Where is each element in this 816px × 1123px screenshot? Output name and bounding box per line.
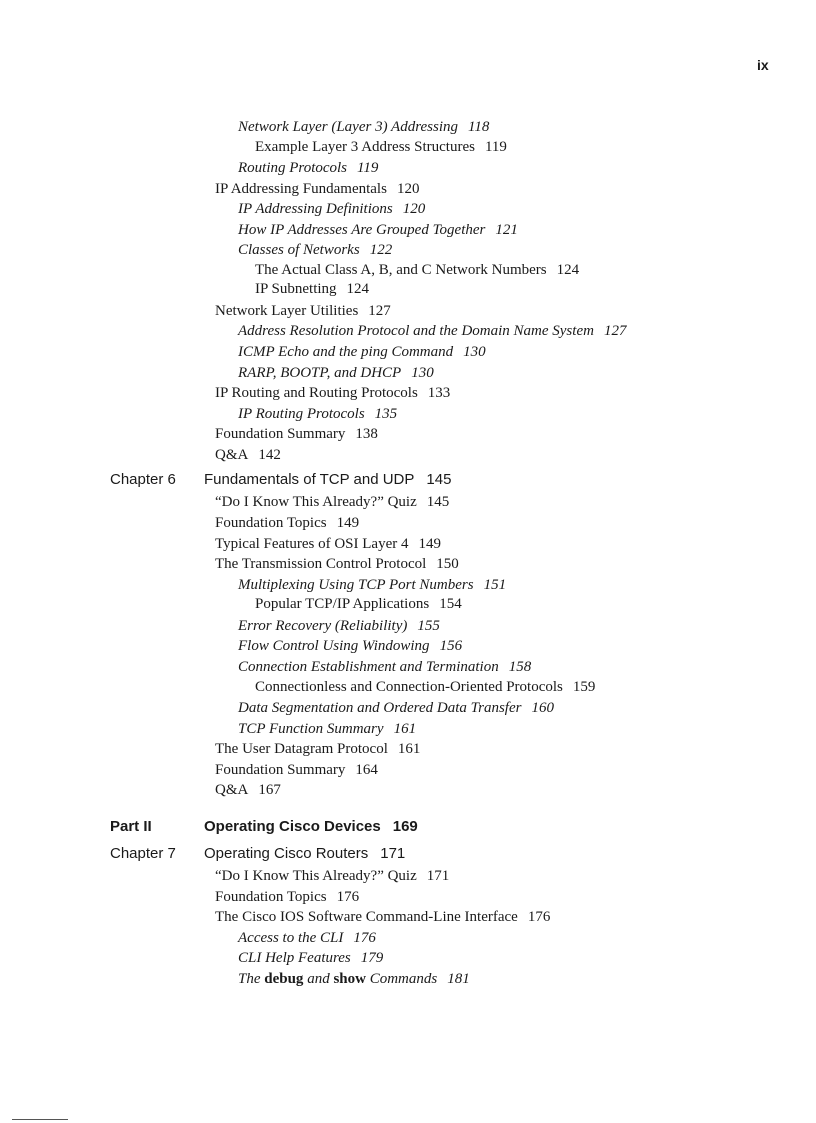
toc-entry: [0, 301, 816, 322]
toc-title-word: and: [307, 970, 330, 987]
toc-entry-page: 161: [397, 741, 421, 758]
toc-entry-title: IP Addressing Definitions: [238, 201, 393, 218]
toc-entry-title: “Do I Know This Already?” Quiz: [215, 867, 417, 884]
toc-chapter-7: [0, 842, 816, 866]
toc-command-show: show: [333, 970, 366, 987]
toc-entry-page: 176: [527, 909, 551, 926]
toc-entry: [0, 363, 816, 384]
toc-entry: [0, 138, 816, 157]
toc-entry-title: Q&A: [215, 782, 249, 799]
chapter-title: [204, 842, 405, 866]
toc-entry: [0, 554, 816, 575]
toc-entry: [0, 383, 816, 404]
toc-entry: [0, 261, 816, 280]
toc-entry-title: Multiplexing Using TCP Port Numbers: [238, 576, 474, 593]
toc-entry-page: 145: [426, 494, 450, 511]
toc-entry-page: 121: [495, 221, 518, 238]
toc-entry-page: 120: [402, 201, 426, 218]
toc-entry-page: 176: [336, 888, 360, 905]
toc-entry-page: 133: [427, 385, 451, 402]
toc-command-debug: debug: [264, 970, 304, 987]
toc-entry: [0, 657, 816, 678]
toc-entry-page: 151: [483, 576, 507, 593]
toc-entry-page: 150: [436, 556, 459, 573]
toc-entry-title: Typical Features of OSI Layer 4: [215, 535, 409, 552]
toc-entry: [0, 220, 816, 241]
toc-entry-page: 167: [258, 782, 281, 799]
toc-entry: [0, 179, 816, 200]
toc-entry-title: ICMP Echo and the ping Command: [238, 343, 454, 360]
toc-entry: [0, 866, 816, 887]
toc-entry-page: 156: [439, 638, 463, 655]
part-label: Part II: [110, 817, 152, 835]
toc-entry-title: Network Layer Utilities: [215, 302, 359, 319]
table-of-contents: [0, 117, 816, 990]
toc-entry-title: The Transmission Control Protocol: [215, 556, 427, 573]
chapter-page: 145: [426, 471, 452, 489]
toc-entry-page: 130: [411, 364, 434, 381]
toc-entry: [0, 595, 816, 614]
toc-entry: [0, 780, 816, 801]
toc-entry-title: Access to the CLI: [238, 929, 344, 946]
toc-entry-title: Routing Protocols: [238, 159, 348, 176]
toc-entry: [0, 240, 816, 261]
toc-entry-title: The User Datagram Protocol: [215, 741, 388, 758]
toc-entry-title: Foundation Topics: [215, 888, 327, 905]
toc-entry: [0, 117, 816, 138]
toc-entry-page: 181: [447, 970, 470, 987]
toc-entry-page: 119: [484, 138, 507, 155]
toc-entry-title: IP Addressing Fundamentals: [215, 180, 387, 197]
toc-entry-page: 118: [467, 119, 490, 135]
part-page: 169: [392, 817, 418, 835]
toc-entry-title: The Actual Class A, B, and C Network Numbers: [255, 261, 547, 278]
toc-entry-page: 149: [336, 515, 360, 532]
chapter-title: [204, 468, 451, 492]
toc-entry-title: CLI Help Features: [238, 950, 351, 967]
toc-entry: [0, 513, 816, 534]
toc-entry: [0, 424, 816, 445]
toc-entry-page: 127: [603, 323, 627, 340]
toc-entry-title: Foundation Summary: [215, 761, 346, 778]
toc-entry-page: 171: [426, 867, 450, 884]
toc-part-2: [0, 815, 816, 839]
toc-entry: [0, 199, 816, 220]
toc-entry-page: 119: [357, 159, 379, 176]
toc-entry: [0, 534, 816, 555]
toc-entry: [0, 342, 816, 363]
toc-entry-page: 135: [374, 405, 398, 422]
toc-entry-title: How IP Addresses Are Grouped Together: [238, 221, 486, 238]
toc-entry-page: 124: [346, 281, 370, 298]
toc-entry-page: 142: [258, 446, 281, 463]
toc-entry-title: RARP, BOOTP, and DHCP: [238, 364, 402, 381]
toc-entry: [0, 616, 816, 637]
toc-entry-title: IP Routing Protocols: [238, 405, 365, 422]
toc-entry-title: The Cisco IOS Software Command-Line Interface: [215, 909, 518, 926]
toc-entry-page: 154: [439, 596, 462, 613]
footer-rule: [12, 1119, 68, 1120]
part-title-text: Operating Cisco Devices: [204, 817, 381, 835]
toc-entry-page: 164: [355, 761, 378, 778]
toc-entry-title: Q&A: [215, 446, 249, 463]
chapter-label: Chapter 6: [110, 471, 176, 489]
toc-entry-page: 127: [368, 302, 391, 319]
toc-entry-title: Popular TCP/IP Applications: [255, 596, 430, 613]
toc-entry-page: 158: [508, 659, 532, 676]
toc-entry-title: “Do I Know This Already?” Quiz: [215, 494, 417, 511]
toc-entry-page: 159: [572, 678, 596, 695]
toc-entry: [0, 445, 816, 466]
toc-entry: [0, 636, 816, 657]
chapter-title-text: Operating Cisco Routers: [204, 844, 369, 862]
toc-entry: [0, 739, 816, 760]
toc-entry-page: 176: [353, 929, 376, 946]
toc-entry-title: IP Routing and Routing Protocols: [215, 385, 418, 402]
toc-entry-page: 149: [418, 535, 441, 552]
toc-entry: [0, 928, 816, 949]
toc-entry-title: Data Segmentation and Ordered Data Transfer: [238, 700, 522, 717]
toc-entry-title: Example Layer 3 Address Structures: [255, 138, 475, 155]
toc-entry-page: 160: [531, 700, 554, 717]
page-number: ix: [757, 57, 769, 73]
toc-entry-title: Classes of Networks: [238, 242, 360, 259]
toc-entry-title: [238, 971, 437, 987]
toc-entry-title: Network Layer (Layer 3) Addressing: [238, 119, 458, 135]
toc-entry-page: 130: [463, 343, 486, 360]
toc-entry: [0, 907, 816, 928]
toc-entry: [0, 760, 816, 781]
toc-entry: [0, 404, 816, 425]
toc-entry-title: Error Recovery (Reliability): [238, 617, 408, 634]
chapter-label: Chapter 7: [110, 844, 176, 862]
toc-entry-title: Foundation Summary: [215, 426, 346, 443]
toc-entry: [0, 678, 816, 697]
toc-entry: [0, 321, 816, 342]
toc-entry-page: 120: [396, 180, 420, 197]
toc-title-word: Commands: [369, 970, 438, 987]
toc-entry-title: TCP Function Summary: [238, 720, 384, 737]
chapter-page: 171: [380, 844, 406, 862]
toc-entry: [0, 492, 816, 513]
toc-entry: [0, 698, 816, 719]
toc-chapter-6: [0, 468, 816, 492]
toc-entry: [0, 280, 816, 299]
toc-entry: [0, 887, 816, 908]
toc-entry: [0, 158, 816, 179]
toc-entry: [0, 719, 816, 740]
chapter-title-text: Fundamentals of TCP and UDP: [204, 471, 415, 489]
toc-entry-page: 179: [360, 950, 384, 967]
toc-entry-page: 138: [355, 426, 378, 443]
toc-entry-page: 155: [417, 617, 440, 634]
toc-entry-page: 124: [556, 261, 580, 278]
toc-entry-page: 122: [369, 242, 393, 259]
toc-entry-page: 161: [393, 720, 417, 737]
toc-entry-title: IP Subnetting: [255, 281, 337, 298]
toc-entry: [0, 969, 816, 990]
toc-entry-title: Address Resolution Protocol and the Domain Name System: [238, 323, 594, 340]
toc-entry: [0, 575, 816, 596]
part-title: [204, 815, 418, 839]
toc-entry-title: Foundation Topics: [215, 515, 327, 532]
toc-entry-title: Connectionless and Connection-Oriented Protocols: [255, 678, 563, 695]
toc-title-word: The: [238, 970, 261, 987]
toc-entry: [0, 948, 816, 969]
toc-entry-title: Flow Control Using Windowing: [238, 638, 430, 655]
toc-entry-title: Connection Establishment and Termination: [238, 659, 499, 676]
